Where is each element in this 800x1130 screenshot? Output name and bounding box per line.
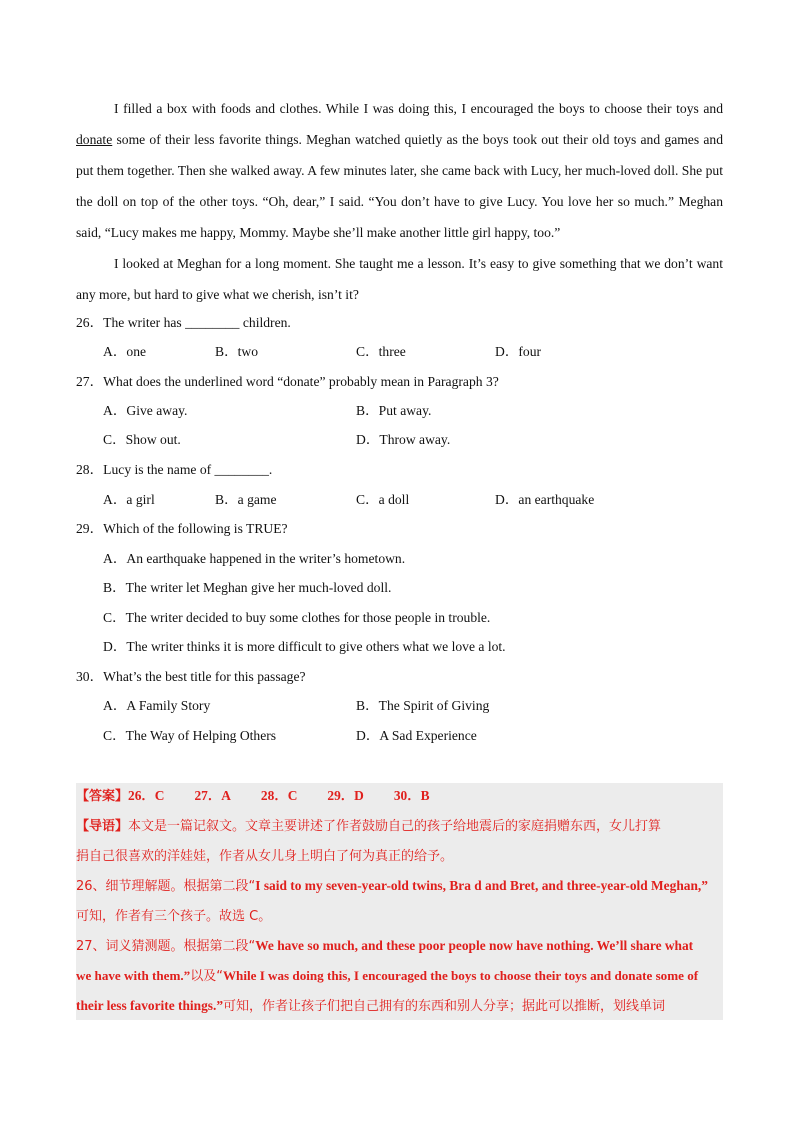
- guide-text: 本文是一篇记叙文。文章主要讲述了作者鼓励自己的孩子给地震后的家庭捐赠东西，女儿打算: [128, 819, 662, 834]
- q26-option-c[interactable]: C．three: [356, 344, 406, 359]
- q26-option-a[interactable]: A．one: [103, 344, 147, 359]
- explanation-27-line-1: [76, 936, 723, 957]
- q30-option-b[interactable]: B．The Spirit of Giving: [356, 698, 490, 713]
- explanation-text: 27、词义猜测题。根据第二段“: [76, 939, 256, 954]
- underlined-word-donate: donate: [76, 132, 113, 147]
- q26-option-b[interactable]: B．two: [215, 344, 259, 359]
- q26-option-d[interactable]: D．four: [495, 344, 542, 359]
- explanation-quote: their less favorite things.”: [76, 998, 224, 1013]
- explanation-text: 可知，作者让孩子们把自己拥有的东西和别人分享；据此可以推断，划线单词: [223, 999, 666, 1014]
- q28-option-d[interactable]: D．an earthquake: [495, 492, 595, 507]
- passage-paragraph-1: [76, 93, 723, 248]
- passage-text: some of their less favorite things. Meghan watched quietly as the boys took out their old toys and games and put them together. Then she walked away. A few minutes later, she came back with Lucy, her much-loved doll. She put the doll on top of the other toys. “Oh, dear,” I said. “You don’t have to give Lucy. You love her so much.” Meghan said, “Lucy makes me happy, Mommy. Maybe she’ll make another little girl happy, too.”: [76, 132, 723, 240]
- explanation-27-line-2: [76, 966, 723, 987]
- answer-key-27: 27．A: [194, 788, 231, 803]
- q28-option-a[interactable]: A．a girl: [103, 492, 155, 507]
- explanation-quote: While I was doing this, I encouraged the boys to choose their toys and donate some of: [222, 968, 699, 983]
- question-28: 28．Lucy is the name of ________.: [76, 462, 273, 477]
- q27-option-a[interactable]: A．Give away.: [103, 403, 188, 418]
- explanation-quote: We have so much, and these poor people now have nothing. We’ll share what: [255, 938, 694, 953]
- q27-option-c[interactable]: C．Show out.: [103, 432, 181, 447]
- q28-option-b[interactable]: B．a game: [215, 492, 277, 507]
- guide-label: 【导语】: [76, 819, 129, 834]
- q30-option-a[interactable]: A．A Family Story: [103, 698, 211, 713]
- guide-text: 捐自己很喜欢的洋娃娃，作者从女儿身上明白了何为真正的给予。: [76, 849, 454, 864]
- q29-option-b[interactable]: B．The writer let Meghan give her much-loved doll.: [103, 580, 392, 595]
- q30-option-c[interactable]: C．The Way of Helping Others: [103, 728, 277, 743]
- explanation-text: 可知，作者有三个孩子。故选 C。: [76, 909, 272, 924]
- answer-key-line: [76, 786, 723, 807]
- question-29: 29．Which of the following is TRUE?: [76, 521, 288, 536]
- q29-option-a[interactable]: A．An earthquake happened in the writer’s hometown.: [103, 551, 406, 566]
- answer-key-29: 29．D: [327, 788, 364, 803]
- explanation-quote: I said to my seven-year-old twins, Bra d and Bret, and three-year-old Meghan,”: [255, 878, 708, 893]
- q29-option-d[interactable]: D．The writer thinks it is more difficult to give others what we love a lot.: [103, 639, 506, 654]
- explanation-text: 26、细节理解题。根据第二段“: [76, 879, 256, 894]
- passage-paragraph-2: I looked at Meghan for a long moment. She taught me a lesson. It’s easy to give something that we don’t want any more, but hard to give what we cherish, isn’t it?: [76, 256, 723, 302]
- explanation-27-line-3: [76, 996, 723, 1017]
- answer-key-26: 26．C: [128, 788, 165, 803]
- guide-line-1: [76, 816, 723, 837]
- question-27: 27．What does the underlined word “donate” probably mean in Paragraph 3?: [76, 374, 499, 389]
- guide-line-2: [76, 846, 723, 867]
- question-26: 26．The writer has ________ children.: [76, 315, 291, 330]
- q27-option-b[interactable]: B．Put away.: [356, 403, 432, 418]
- q28-option-c[interactable]: C．a doll: [356, 492, 410, 507]
- q27-option-d[interactable]: D．Throw away.: [356, 432, 451, 447]
- answer-key-label: 【答案】: [76, 789, 129, 804]
- q29-option-c[interactable]: C．The writer decided to buy some clothes for those people in trouble.: [103, 610, 491, 625]
- q30-option-d[interactable]: D．A Sad Experience: [356, 728, 477, 743]
- passage-text: I filled a box with foods and clothes. While I was doing this, I encouraged the boys to choose their toys and: [114, 101, 723, 116]
- explanation-quote: we have with them.”: [76, 968, 191, 983]
- answer-key-30: 30．B: [393, 788, 430, 803]
- explanation-text: 以及“: [190, 969, 223, 984]
- question-30: 30．What’s the best title for this passage?: [76, 669, 306, 684]
- answer-key-28: 28．C: [260, 788, 298, 803]
- explanation-26-line-2: [76, 906, 723, 927]
- explanation-26-line-1: [76, 876, 723, 897]
